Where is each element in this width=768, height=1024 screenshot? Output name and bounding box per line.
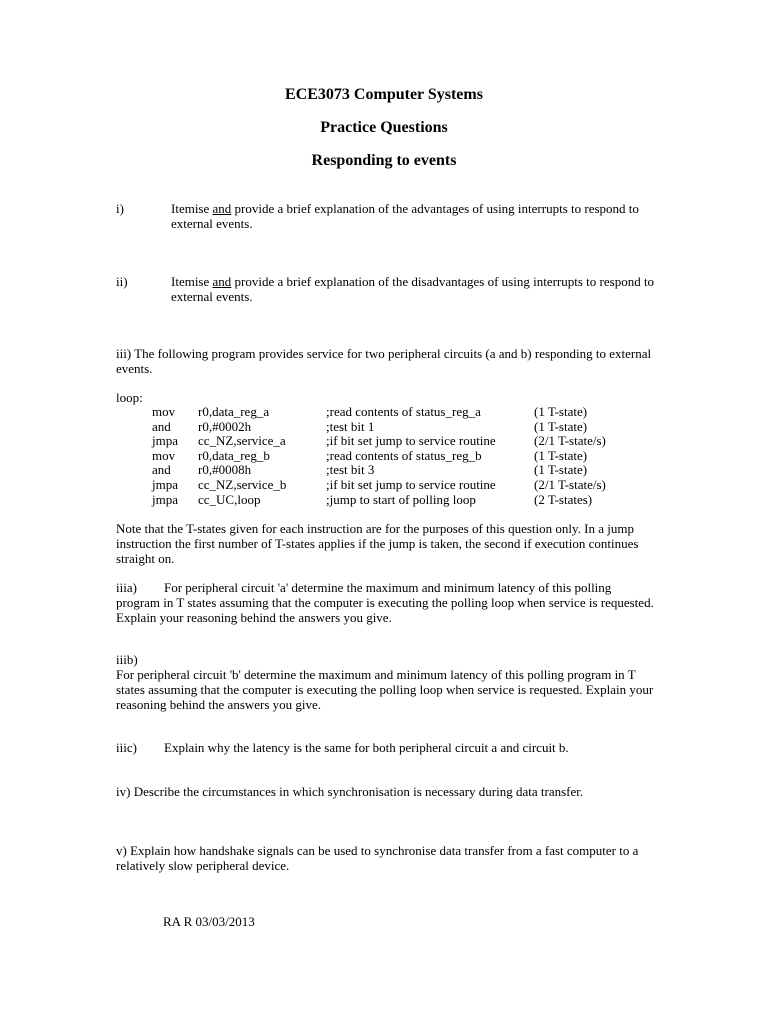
emphasis-underlined: and [212, 274, 232, 289]
question-text: Itemise and provide a brief explanation of the advantages of using interrupts to respond to external events. [171, 201, 639, 231]
t-state-note: Note that the T-states given for each instruction are for the purposes of this question only. In a jump instruction the first number of T-states applies if the jump is taken, the second if execution continues straight on. [116, 521, 639, 566]
document-page: ECE3073 Computer Systems Practice Questions Responding to events i) Itemise and provide a brief explanation of the advantages of using interrupts to respond to external events. ii) Itemise and provide a brief explanation of the disadvantages of using interrupts to respond to external events. iii) The following program provides service for two peripheral circuits (a and b) responding to external events. loop: mov r0,data_reg_a ;read contents of status_reg_a (1 T-state) and r0,#0002h ;test bit 1 (1 T-state) jmpa cc_NZ,service_a ;if bit set jump to service routine (2/1 T-state/s) mov r0,data_reg_b ;read contents of status_reg_b (1 T-state) and r0,#0008h ;test bit 3 (1 T-state) jmpa cc_NZ,service_b ;if bit set jump to service routine (2/1 T-state/s) jmpa cc_UC,loop ;jump to start of polling loop (2 T-states) Note that the T-states given for each instruction are for the purposes of this question only. In a jump instruction the first number of T-states applies if the jump is taken, the second if execution continues straight on. iiia) For peripheral circuit 'a' determine the maximum and minimum latency of this polling program in T states assuming that the computer is executing the polling loop when service is requested. Explain your reasoning behind the answers you give. iiib) For peripheral circuit 'b' determine the maximum and minimum latency of this polling program in T states assuming that the computer is executing the polling loop when service is requested. Explain your reasoning behind the answers you give. iiic) Explain why the latency is the same for both peripheral circuit a and circuit b. iv) Describe the circumstances in which synchronisation is necessary during data transfer. v) Explain how handshake signals can be used to synchronise data transfer from a fast computer to a relatively slow peripheral device. RA R 03/03/2013 [0, 0, 768, 1024]
code-label: loop: [116, 390, 143, 405]
question-text: Itemise and provide a brief explanation of the disadvantages of using interrupts to respond to external events. [171, 274, 655, 304]
question-iiib-text: For peripheral circuit 'b' determine the maximum and minimum latency of this polling program in T states assuming that the computer is executing the polling loop when service is requested. Explain your reasoning behind the answers you give. [116, 667, 654, 712]
question-iiia [116, 580, 656, 625]
question-i [116, 201, 676, 231]
emphasis-underlined: and [212, 201, 232, 216]
question-number: iiia) [116, 580, 137, 595]
question-iiib-label: iiib) [116, 652, 138, 667]
topic-heading: Responding to events [311, 152, 457, 169]
question-iii-intro: iii) The following program provides service for two peripheral circuits (a and b) responding to external events. [116, 346, 652, 376]
question-iiic [116, 740, 656, 755]
question-ii [116, 274, 676, 304]
question-text: Explain why the latency is the same for both peripheral circuit a and circuit b. [164, 740, 569, 755]
question-number: i) [116, 201, 124, 216]
question-number: iiic) [116, 740, 137, 755]
author-date-footer: RA R 03/03/2013 [163, 914, 255, 929]
question-iv: iv) Describe the circumstances in which synchronisation is necessary during data transfer. [116, 784, 584, 799]
question-v: v) Explain how handshake signals can be used to synchronise data transfer from a fast computer to a relatively slow peripheral device. [116, 843, 639, 873]
document-subtitle: Practice Questions [320, 119, 448, 136]
course-title: ECE3073 Computer Systems [285, 86, 483, 103]
question-number: ii) [116, 274, 128, 289]
question-text: For peripheral circuit 'a' determine the maximum and minimum latency of this polling program in T states assuming that the computer is executing the polling loop when service is requested. Explain your reasoning behind the answers you give. [116, 580, 654, 625]
